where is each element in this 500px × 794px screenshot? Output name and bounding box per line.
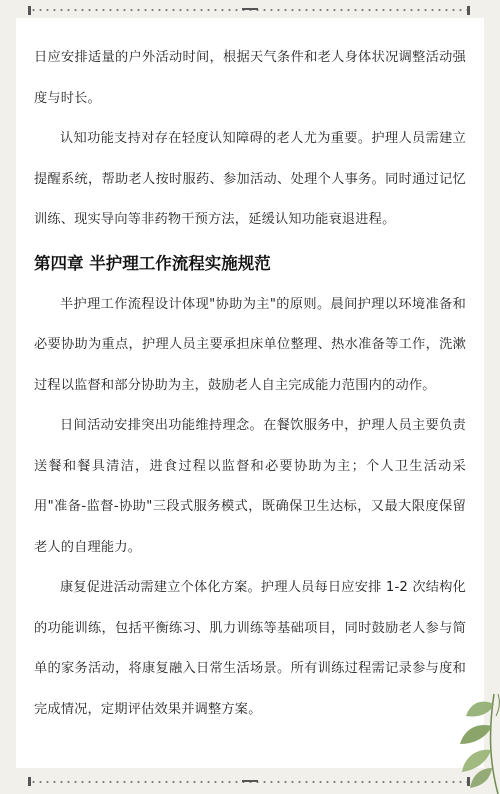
paragraph-continued: 日应安排适量的户外活动时间，根据天气条件和老人身体状况调整活动强度与时长。 [34, 50, 466, 106]
paragraph-daily-activities: 日间活动安排突出功能维持理念。在餐饮服务中，护理人员主要负责送餐和餐具清洁，进食过程以监督和必要协助为主；个人卫生活动采用"准备-监督-协助"三段式服务模式，既确保卫生达标，又最大限度保留老人的自理能力。 [34, 418, 466, 555]
top-right-border-mark [467, 6, 470, 15]
document-body [34, 38, 466, 730]
top-left-border-mark [28, 6, 31, 15]
paragraph-workflow-design: 半护理工作流程设计体现"协助为主"的原则。晨间护理以环境准备和必要协助为重点，护理人员主要承担床单位整理、热水准备等工作，洗漱过程以监督和部分协助为主，鼓励老人自主完成能力范围内的动作。 [34, 296, 466, 393]
leaf-decoration [420, 664, 500, 794]
bottom-left-border-mark [28, 777, 31, 786]
bottom-center-border-mark [242, 780, 258, 782]
paragraph-rehabilitation: 康复促进活动需建立个体化方案。护理人员每日应安排 1-2 次结构化的功能训练，包括平衡练习、肌力训练等基础项目，同时鼓励老人参与简单的家务活动，将康复融入日常生活场景。所有训练过程需记录参与度和完成情况，定期评估效果并调整方案。 [34, 580, 466, 717]
top-center-border-mark [242, 8, 258, 10]
chapter-heading: 第四章 半护理工作流程实施规范 [34, 253, 271, 273]
paragraph-cognitive-support: 认知功能支持对存在轻度认知障碍的老人尤为重要。护理人员需建立提醒系统，帮助老人按时服药、参加活动、处理个人事务。同时通过记忆训练、现实导向等非药物干预方法，延缓认知功能衰退进程。 [34, 131, 466, 227]
